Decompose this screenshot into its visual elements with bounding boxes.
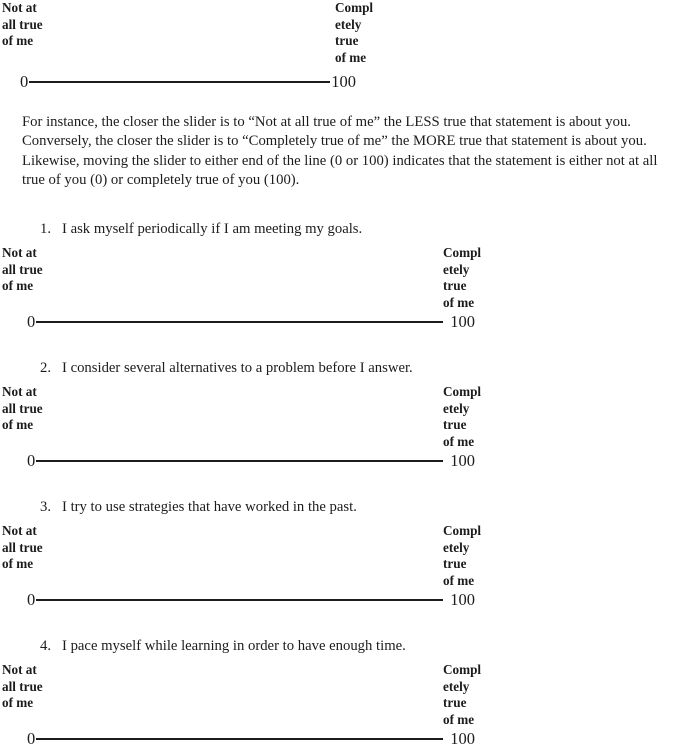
scale-right-label-line: true xyxy=(443,417,467,433)
scale-right-label-line: etely xyxy=(443,539,470,555)
scale-right-label-line: Compl xyxy=(443,245,482,261)
scale-left-label xyxy=(2,523,43,573)
slider-track[interactable] xyxy=(29,81,330,83)
scale-left-label-line: all true xyxy=(2,678,43,694)
scale-right-label xyxy=(443,523,481,589)
scale-left-label xyxy=(2,384,43,434)
scale-right-label-line: true xyxy=(443,278,467,294)
scale-max-label: 100 xyxy=(450,312,475,332)
scale-max-label: 100 xyxy=(450,451,475,471)
item-number: 1. xyxy=(40,221,52,238)
item-slider xyxy=(0,450,685,471)
example-scale-labels xyxy=(0,0,685,71)
scale-right-label-line: of me xyxy=(335,49,367,65)
slider-track[interactable] xyxy=(36,599,443,601)
item-scale-labels xyxy=(0,662,685,728)
item-scale-labels xyxy=(0,523,685,589)
scale-max-label: 100 xyxy=(331,72,356,91)
item-statement-text: I try to use strategies that have worked in the past. xyxy=(62,499,357,516)
example-scale xyxy=(0,0,685,92)
scale-left-label-line: all true xyxy=(2,16,43,32)
question-item xyxy=(0,359,685,471)
scale-right-label-line: true xyxy=(443,695,467,711)
scale-left-label-line: of me xyxy=(2,556,34,572)
scale-left-label-line: Not at xyxy=(2,0,37,15)
slider-track[interactable] xyxy=(36,738,443,740)
item-scale-labels xyxy=(0,245,685,311)
item-statement-text: I consider several alternatives to a problem before I answer. xyxy=(62,360,413,377)
scale-left-label-line: all true xyxy=(2,539,43,555)
scale-left-label xyxy=(2,0,43,50)
scale-right-label xyxy=(443,662,481,728)
scale-left-label-line: of me xyxy=(2,33,34,49)
scale-right-label-line: etely xyxy=(443,678,470,694)
question-item xyxy=(0,220,685,332)
item-slider xyxy=(0,728,685,749)
scale-left-label-line: Not at xyxy=(2,523,37,539)
scale-min-label: 0 xyxy=(27,590,36,610)
scale-right-label-line: etely xyxy=(443,400,470,416)
item-scale xyxy=(0,662,685,749)
scale-right-label xyxy=(443,245,481,311)
scale-right-label xyxy=(443,384,481,450)
scale-right-label-line: of me xyxy=(443,572,475,588)
item-scale-labels xyxy=(0,384,685,450)
item-scale xyxy=(0,523,685,610)
example-slider xyxy=(0,71,685,92)
scale-left-label xyxy=(2,662,43,712)
scale-left-label-line: Not at xyxy=(2,384,37,400)
scale-left-label xyxy=(2,245,43,295)
item-statement-row xyxy=(0,637,685,656)
item-scale xyxy=(0,245,685,332)
scale-max-label: 100 xyxy=(450,729,475,749)
scale-min-label: 0 xyxy=(27,451,36,471)
question-item xyxy=(0,498,685,610)
scale-max-label: 100 xyxy=(450,590,475,610)
scale-min-label: 0 xyxy=(27,312,36,332)
scale-right-label-line: of me xyxy=(443,433,475,449)
slider-track[interactable] xyxy=(36,321,443,323)
scale-right-label xyxy=(335,0,373,66)
item-scale xyxy=(0,384,685,471)
scale-right-label-line: of me xyxy=(443,711,475,727)
instructions-paragraph: For instance, the closer the slider is to “Not at all true of me” the LESS true that statement is about you. Conversely, the closer the slider is to “Completely true of me” the MORE true that statement is about you. Likewise, moving the slider to either end of the line (0 or 100) indicates that the statement is either not at all true of you (0) or completely true of you (100). xyxy=(22,114,658,188)
scale-min-label: 0 xyxy=(20,72,29,91)
item-statement-row xyxy=(0,359,685,378)
scale-right-label-line: Compl xyxy=(335,0,374,15)
scale-right-label-line: etely xyxy=(335,16,362,32)
scale-right-label-line: Compl xyxy=(443,384,482,400)
scale-left-label-line: all true xyxy=(2,400,43,416)
scale-right-label-line: true xyxy=(335,33,359,49)
scale-right-label-line: etely xyxy=(443,261,470,277)
item-statement-text: I pace myself while learning in order to have enough time. xyxy=(62,638,406,655)
item-statement-row xyxy=(0,498,685,517)
scale-left-label-line: of me xyxy=(2,695,34,711)
scale-right-label-line: true xyxy=(443,556,467,572)
question-item xyxy=(0,637,685,749)
scale-right-label-line: of me xyxy=(443,294,475,310)
question-list xyxy=(0,220,685,749)
item-statement-row xyxy=(0,220,685,239)
slider-track[interactable] xyxy=(36,460,443,462)
scale-left-label-line: of me xyxy=(2,417,34,433)
scale-left-label-line: all true xyxy=(2,261,43,277)
item-number: 4. xyxy=(40,638,52,655)
scale-right-label-line: Compl xyxy=(443,523,482,539)
scale-left-label-line: Not at xyxy=(2,662,37,678)
item-slider xyxy=(0,589,685,610)
item-slider xyxy=(0,311,685,332)
scale-left-label-line: Not at xyxy=(2,245,37,261)
scale-min-label: 0 xyxy=(27,729,36,749)
item-statement-text: I ask myself periodically if I am meeting my goals. xyxy=(62,221,363,238)
scale-left-label-line: of me xyxy=(2,278,34,294)
item-number: 3. xyxy=(40,499,52,516)
scale-right-label-line: Compl xyxy=(443,662,482,678)
item-number: 2. xyxy=(40,360,52,377)
